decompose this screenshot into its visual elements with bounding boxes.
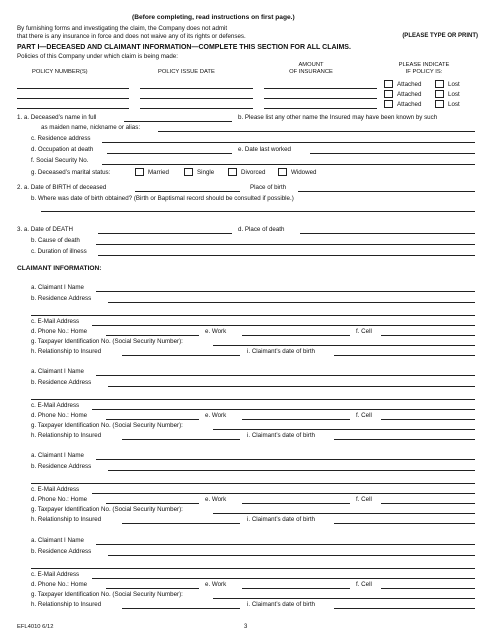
claimant-cell-phone-field-4[interactable] [381,588,475,589]
widowed-label: Widowed [291,169,317,176]
claimant-dob-label-2: i. Claimant’s date of birth [247,432,315,439]
alias-field[interactable] [158,131,475,132]
claimant-dob-field-3[interactable] [334,523,475,524]
married-label: Married [148,169,169,176]
married-checkbox[interactable] [135,168,144,176]
claimant-address-line2-field-4[interactable] [31,568,475,569]
claimant-relationship-label-1: h. Relationship to Insured [31,348,102,355]
attached-checkbox-1[interactable] [384,80,393,88]
claimant-work-label-3: e. Work [205,496,227,503]
claimant-section-title: CLAIMANT INFORMATION: [17,265,102,272]
policy-number-field-3[interactable] [17,108,129,109]
claimant-name-label-4: a. Claimant I Name [31,537,84,544]
divorced-label: Divorced [241,169,266,176]
claimant-cell-phone-field-1[interactable] [381,335,475,336]
policy-number-field-2[interactable] [17,98,129,99]
col-issue-date: POLICY ISSUE DATE [158,69,215,75]
widowed-checkbox[interactable] [278,168,287,176]
claimant-name-field-1[interactable] [96,291,475,292]
occupation-field[interactable] [107,153,232,154]
claimant-cell-label-3: f. Cell [356,496,372,503]
q2a-label: 2. a. Date of BIRTH of deceased [17,184,107,191]
claimant-cell-label-1: f. Cell [356,328,372,335]
claimant-work-label-4: e. Work [205,581,227,588]
col-amount-2: OF INSURANCE [289,69,333,75]
claimant-cell-label-4: f. Cell [356,581,372,588]
issue-date-field-2[interactable] [140,98,253,99]
claimant-name-field-2[interactable] [96,375,475,376]
ssn-field[interactable] [102,164,475,165]
claimant-dob-field-2[interactable] [334,439,475,440]
claimant-dob-label-1: i. Claimant’s date of birth [247,348,315,355]
lost-checkbox-2[interactable] [435,90,444,98]
q1c-label: c. Residence address [31,135,91,142]
q3b-label: b. Cause of death [31,237,80,244]
lost-label-1: Lost [448,81,460,88]
issue-date-field-3[interactable] [140,108,253,109]
claimant-work-label-2: e. Work [205,412,227,419]
policy-number-field-1[interactable] [17,88,129,89]
claimant-tin-field-4[interactable] [213,598,475,599]
claimant-home-phone-label-3: d. Phone No.: Home [31,496,88,503]
divorced-checkbox[interactable] [228,168,237,176]
q2b-label: b. Where was date of birth obtained? (Birth or Baptismal record should be consulted if possible.) [31,195,294,202]
claimant-dob-label-3: i. Claimant’s date of birth [247,516,315,523]
duration-of-illness-field[interactable] [98,255,475,256]
claimant-dob-label-4: i. Claimant’s date of birth [247,601,315,608]
claimant-email-field-4[interactable] [92,578,475,579]
birth-source-field[interactable] [41,211,475,212]
claimant-address-field-2[interactable] [108,386,475,387]
col-indicate-1: PLEASE INDICATE [398,62,450,68]
lost-label-3: Lost [448,101,460,108]
claimant-email-label-1: c. E-Mail Address [31,318,80,325]
claimant-email-label-2: c. E-Mail Address [31,402,80,409]
claimant-address-label-2: b. Residence Address [31,379,92,386]
place-of-birth-field[interactable] [298,191,475,192]
q1g-label: g. Deceased’s marital status: [31,169,111,176]
claimant-address-line2-field-1[interactable] [31,315,475,316]
claimant-home-phone-field-1[interactable] [106,335,199,336]
claimant-work-phone-field-1[interactable] [242,335,350,336]
claimant-tin-label-3: g. Taxpayer Identification No. (Social Security Number): [31,506,183,513]
claimant-dob-field-4[interactable] [334,608,475,609]
attached-label-3: Attached [397,101,422,108]
attached-checkbox-3[interactable] [384,100,393,108]
claimant-name-field-3[interactable] [96,459,475,460]
intro-line-2: that there is any insurance in force and does not waive any of its rights or defenses. [17,33,246,40]
col-amount-1: AMOUNT [298,62,324,68]
claimant-cell-phone-field-2[interactable] [381,419,475,420]
deceased-name-field[interactable] [124,121,232,122]
claimant-address-label-4: b. Residence Address [31,548,92,555]
type-or-print-note: (PLEASE TYPE OR PRINT) [402,33,478,39]
policies-intro: Policies of this Company under which claim is being made: [17,53,178,60]
single-label: Single [197,169,215,176]
claimant-home-phone-field-3[interactable] [106,503,199,504]
claimant-address-line2-field-2[interactable] [31,399,475,400]
amount-field-3[interactable] [264,108,377,109]
claimant-cell-label-2: f. Cell [356,412,372,419]
claimant-name-label-2: a. Claimant I Name [31,368,84,375]
claimant-tin-label-4: g. Taxpayer Identification No. (Social Security Number): [31,591,183,598]
claimant-email-label-3: c. E-Mail Address [31,486,80,493]
claimant-tin-label-1: g. Taxpayer Identification No. (Social Security Number): [31,338,183,345]
cause-of-death-field[interactable] [96,244,475,245]
amount-field-1[interactable] [264,88,377,89]
claimant-address-field-4[interactable] [108,555,475,556]
claimant-relationship-label-4: h. Relationship to Insured [31,601,102,608]
claimant-relationship-label-2: h. Relationship to Insured [31,432,102,439]
form-id: EFL4010 6/12 [17,624,54,630]
attached-label-1: Attached [397,81,422,88]
claimant-tin-field-2[interactable] [213,429,475,430]
claimant-home-phone-label-4: d. Phone No.: Home [31,581,88,588]
date-last-worked-field[interactable] [310,153,475,154]
q3c-label: c. Duration of illness [31,248,87,255]
lost-checkbox-1[interactable] [435,80,444,88]
date-of-birth-field[interactable] [135,191,240,192]
claimant-email-field-2[interactable] [92,409,475,410]
amount-field-2[interactable] [264,98,377,99]
claimant-work-label-1: e. Work [205,328,227,335]
claimant-name-field-4[interactable] [96,544,475,545]
claimant-address-field-3[interactable] [108,470,475,471]
claimant-address-label-3: b. Residence Address [31,463,92,470]
claimant-cell-phone-field-3[interactable] [381,503,475,504]
claimant-dob-field-1[interactable] [334,355,475,356]
claimant-name-label-1: a. Claimant I Name [31,284,84,291]
single-checkbox[interactable] [184,168,193,176]
claimant-home-phone-field-4[interactable] [106,588,199,589]
claimant-home-phone-field-2[interactable] [106,419,199,420]
attached-label-2: Attached [397,91,422,98]
attached-checkbox-2[interactable] [384,90,393,98]
place-of-death-field[interactable] [300,233,475,234]
q1d-label: d. Occupation at death [31,146,94,153]
instruction-note: (Before completing, read instructions on first page.) [132,14,295,21]
claimant-work-phone-field-2[interactable] [242,419,350,420]
q1b-cont-label: as maiden name, nickname or alias: [41,124,141,131]
date-of-death-field[interactable] [98,233,232,234]
claimant-email-field-1[interactable] [92,325,475,326]
claimant-tin-field-1[interactable] [213,345,475,346]
q3a-label: 3. a. Date of DEATH [17,226,73,233]
q3d-label: d. Place of death [238,226,285,233]
q1e-label: e. Date last worked [238,146,291,153]
claimant-relationship-field-3[interactable] [122,523,240,524]
claimant-work-phone-field-4[interactable] [242,588,350,589]
claimant-home-phone-label-2: d. Phone No.: Home [31,412,88,419]
claimant-address-line2-field-3[interactable] [31,483,475,484]
claimant-home-phone-label-1: d. Phone No.: Home [31,328,88,335]
intro-line-1: By furnishing forms and investigating the claim, the Company does not admit [17,25,228,32]
claimant-relationship-field-2[interactable] [122,439,240,440]
col-policy-numbers: POLICY NUMBER(S) [32,69,88,75]
col-indicate-2: IF POLICY IS: [405,69,443,75]
claimant-email-field-3[interactable] [92,493,475,494]
claimant-relationship-label-3: h. Relationship to Insured [31,516,102,523]
claimant-address-field-1[interactable] [108,302,475,303]
claimant-relationship-field-4[interactable] [122,608,240,609]
claimant-work-phone-field-3[interactable] [242,503,350,504]
claimant-address-label-1: b. Residence Address [31,295,92,302]
lost-checkbox-3[interactable] [435,100,444,108]
residence-address-field[interactable] [102,142,475,143]
claimant-email-label-4: c. E-Mail Address [31,571,80,578]
q1a-label: 1. a. Deceased’s name in full [17,114,97,121]
lost-label-2: Lost [448,91,460,98]
claimant-name-label-3: a. Claimant I Name [31,452,84,459]
claimant-relationship-field-1[interactable] [122,355,240,356]
claimant-tin-label-2: g. Taxpayer Identification No. (Social Security Number): [31,422,183,429]
part1-title: PART I—DECEASED AND CLAIMANT INFORMATION—COMPLETE THIS SECTION FOR ALL CLAIMS. [17,44,351,51]
place-of-birth-label: Place of birth [250,184,287,191]
page-number: 3 [244,624,248,630]
q1f-label: f. Social Security No. [31,157,89,164]
issue-date-field-1[interactable] [140,88,253,89]
claimant-tin-field-3[interactable] [213,513,475,514]
q1b-label: b. Please list any other name the Insured may have been known by such [238,114,438,121]
